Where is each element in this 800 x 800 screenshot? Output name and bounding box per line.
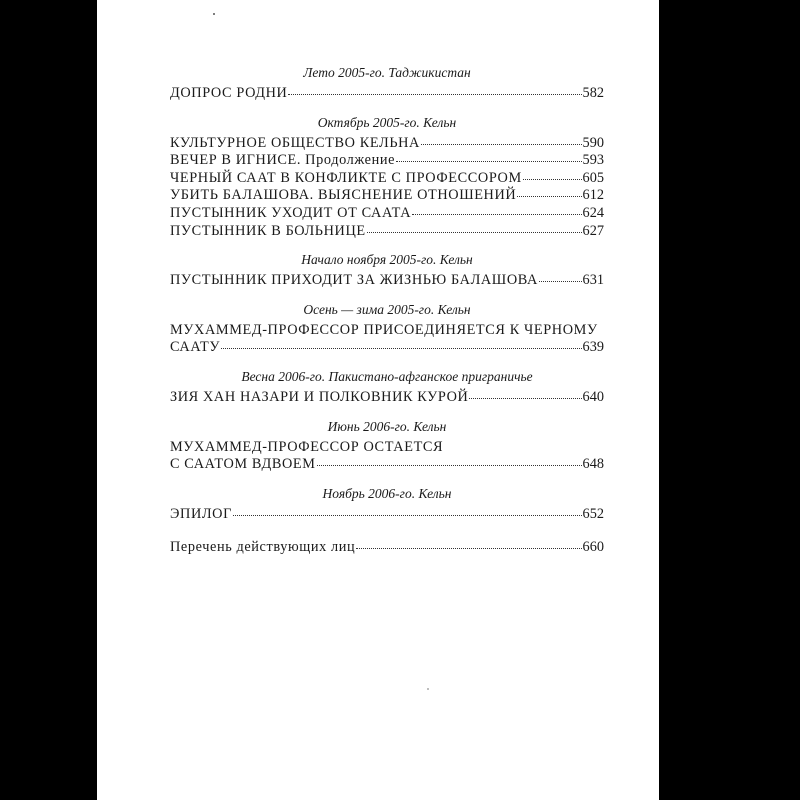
toc-section [170,251,604,290]
dot-leader [412,211,581,215]
toc-entry [170,152,604,170]
entry-title: ПУСТЫННИК ПРИХОДИТ ЗА ЖИЗНЬЮ БАЛАШОВА [170,272,538,289]
section-heading: Осень — зима 2005-го. Кельн [303,301,471,317]
entry-title: ПУСТЫННИК УХОДИТ ОТ СААТА [170,204,412,221]
section-heading: Ноябрь 2006-го. Кельн [322,485,452,501]
entry-title: ВЕЧЕР В ИГНИСЕ. Продолжение [170,152,396,169]
dot-leader [421,141,582,145]
toc-section [170,114,604,241]
entry-title: ПУСТЫННИК В БОЛЬНИЦЕ [170,222,366,239]
toc-entry [170,135,604,153]
toc-entry [170,170,604,188]
entry-title: Перечень действующих лиц [170,539,356,556]
toc-entry [170,506,604,524]
page-number: 648 [582,456,604,473]
dot-leader [367,229,582,233]
toc-entry [170,85,604,103]
toc-entry [170,187,604,205]
toc-section [170,485,604,524]
toc-section [170,418,604,474]
dot-leader [517,193,581,197]
section-heading: Начало ноября 2005-го. Кельн [301,252,473,268]
toc-entry [170,389,604,407]
section-heading: Октябрь 2005-го. Кельн [317,114,457,130]
dot-leader [233,512,582,516]
print-speck [427,688,429,690]
entry-title: ЗИЯ ХАН НАЗАРИ И ПОЛКОВНИК КУРОЙ [170,388,469,405]
page-number: 593 [582,152,604,169]
entry-title: ДОПРОС РОДНИ [170,85,288,101]
section-heading: Июнь 2006-го. Кельн [327,418,447,434]
entry-title-line: МУХАММЕД-ПРОФЕССОР ОСТАЕТСЯ [170,438,444,455]
page-number: 660 [582,539,604,556]
dot-leader [288,91,581,95]
dot-leader [539,278,582,282]
page-number: 627 [582,222,604,239]
toc-entry [170,223,604,241]
entry-title: ЧЕРНЫЙ СААТ В КОНФЛИКТЕ С ПРОФЕССОРОМ [170,169,522,186]
dot-leader [396,158,581,162]
page-number: 582 [582,85,604,101]
page-number: 639 [582,339,604,356]
toc-entry [170,272,604,290]
page-number: 590 [582,134,604,151]
dot-leader [317,462,582,466]
toc-section [170,64,604,103]
entry-title: С СААТОМ ВДВОЕМ [170,456,316,473]
entry-title: КУЛЬТУРНОЕ ОБЩЕСТВО КЕЛЬНА [170,134,420,151]
toc-section [170,301,604,357]
dot-leader [221,345,581,349]
entry-title: СААТУ [170,339,221,356]
page-number: 640 [582,388,604,405]
dot-leader [356,545,581,549]
entry-title: УБИТЬ БАЛАШОВА. ВЫЯСНЕНИЕ ОТНОШЕНИЙ [170,187,517,204]
toc-section [170,534,604,557]
print-speck [213,13,215,15]
page-number: 605 [582,169,604,186]
entry-title: ЭПИЛОГ [170,505,232,522]
dot-leader [523,176,582,180]
section-heading: Лето 2005-го. Таджикистан [303,65,471,80]
book-page [97,0,659,800]
page-number: 631 [582,272,604,289]
section-heading: Весна 2006-го. Пакистано-афганское приграничье [241,368,533,384]
toc-entry [170,339,604,357]
toc-entry [170,205,604,223]
table-of-contents [170,64,604,568]
page-number: 612 [582,187,604,204]
entry-title-line: МУХАММЕД-ПРОФЕССОР ПРИСОЕДИНЯЕТСЯ К ЧЕРНОМУ [170,321,598,338]
toc-section [170,368,604,407]
dot-leader [469,395,581,399]
toc-entry [170,539,604,557]
page-number: 652 [582,505,604,522]
page-number: 624 [582,204,604,221]
toc-entry [170,456,604,474]
